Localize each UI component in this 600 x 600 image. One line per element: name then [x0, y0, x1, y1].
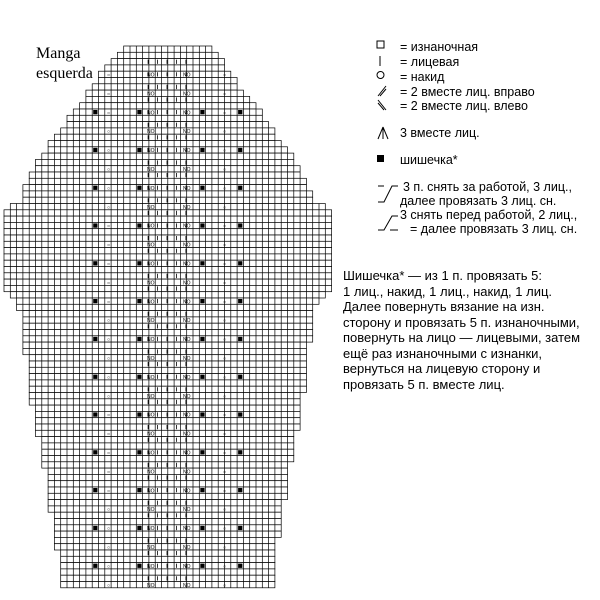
bobble-mark	[238, 488, 242, 492]
bobble-mark	[93, 299, 97, 303]
lace-no-mark: NO	[183, 223, 191, 230]
lace-no-mark: NO	[183, 393, 191, 400]
bobble-mark	[93, 564, 97, 568]
yarn-over-mark: ○	[223, 582, 227, 589]
legend-yarn-over-label: = накид	[400, 70, 445, 84]
bobble-mark	[200, 375, 204, 379]
yarn-over-mark: ○	[223, 299, 227, 306]
legend-k3tog-label: 3 вместе лиц.	[400, 126, 480, 140]
chart-row	[42, 462, 288, 468]
cable-front-line-2: = далее провязать 3 лиц. сн.	[410, 222, 578, 236]
chart-row	[48, 506, 281, 512]
yarn-over-mark: ○	[107, 337, 111, 344]
legend-k2tog-left	[376, 99, 528, 113]
yarn-over-mark: ○	[223, 280, 227, 287]
yarn-over-mark: ○	[107, 563, 111, 570]
lace-no-mark: NO	[147, 167, 155, 173]
lace-no-mark: NO	[147, 374, 155, 381]
bobble-mark	[137, 261, 141, 265]
yarn-over-mark: ○	[223, 526, 227, 533]
bobble-mark	[137, 526, 141, 530]
bobble-mark	[200, 261, 204, 265]
lace-no-mark: NO	[147, 469, 155, 476]
bobble-mark	[137, 110, 141, 114]
lace-no-mark: NO	[147, 299, 155, 306]
cable-front-line-1: 3 снять перед работой, 2 лиц.,	[400, 208, 578, 222]
yarn-over-mark: ○	[107, 261, 111, 268]
yarn-over-mark: ○	[223, 72, 227, 79]
bobble-mark	[137, 148, 141, 152]
yarn-over-mark: ○	[107, 185, 111, 192]
bobble-mark	[238, 337, 242, 341]
chart-row	[29, 399, 300, 405]
lace-no-mark: NO	[183, 412, 191, 419]
legend-knit-label: = лицевая	[400, 55, 460, 69]
chart-row	[29, 393, 300, 399]
yarn-over-mark: ○	[223, 356, 227, 362]
bobble-mark	[137, 564, 141, 568]
yarn-over-mark: ○	[107, 148, 111, 155]
legend-k2tog-right	[376, 85, 535, 99]
yarn-over-mark: ○	[223, 318, 227, 325]
yarn-over-mark: ○	[223, 337, 227, 344]
yarn-over-mark: ○	[107, 545, 111, 551]
bobble-mark	[238, 223, 242, 227]
legend-cable-front	[376, 208, 577, 236]
chart-row	[67, 115, 262, 121]
yarn-over-mark: ○	[223, 261, 227, 268]
yarn-over-mark: ○	[107, 318, 111, 325]
footnote-line: Далее повернуть вязание на изн.	[343, 299, 545, 314]
cable-back-line-2: далее провязать 3 лиц. сн.	[400, 194, 557, 208]
lace-no-mark: NO	[147, 223, 155, 230]
lace-no-mark: NO	[183, 185, 191, 192]
lace-no-mark: NO	[183, 337, 191, 344]
footnote-line: сторону и провязать 5 п. изнаночными,	[343, 314, 580, 330]
chart-row	[23, 348, 307, 354]
bobble-mark	[238, 261, 242, 265]
footnote-line: 1 лиц., накид, 1 лиц., накид, 1 лиц.	[343, 283, 553, 299]
yarn-over-mark: ○	[107, 280, 111, 287]
lace-no-mark: NO	[183, 299, 191, 306]
bobble-mark	[137, 223, 141, 227]
bobble-square-icon	[376, 153, 400, 163]
lace-no-mark: NO	[183, 91, 191, 98]
lace-no-mark: NO	[183, 545, 191, 551]
chart-row	[92, 84, 237, 90]
yarn-over-mark: ○	[107, 507, 111, 514]
bobble-mark	[137, 299, 141, 303]
lace-no-mark: NO	[147, 204, 155, 211]
lace-no-mark: NO	[147, 91, 155, 98]
chart-row	[54, 544, 275, 550]
lace-no-mark: NO	[147, 129, 155, 136]
lace-no-mark: NO	[147, 393, 155, 400]
lace-no-mark: NO	[183, 526, 191, 533]
bobble-mark	[200, 450, 204, 454]
lace-no-mark: NO	[147, 185, 155, 192]
chart-row	[105, 65, 225, 71]
lace-no-mark: NO	[183, 110, 191, 117]
yarn-over-mark: ○	[223, 204, 227, 211]
yarn-over-mark: ○	[107, 91, 111, 98]
bobble-mark	[93, 450, 97, 454]
bobble-mark	[238, 110, 242, 114]
legend-yarn-over	[376, 70, 444, 84]
yarn-over-mark: ○	[107, 526, 111, 533]
bobble-mark	[238, 186, 242, 190]
lace-no-mark: NO	[183, 374, 191, 381]
lace-no-mark: NO	[183, 204, 191, 211]
legend-bobble-label: шишечка*	[400, 153, 458, 167]
bobble-mark	[200, 337, 204, 341]
yarn-over-mark: ○	[107, 393, 111, 400]
bobble-mark	[238, 564, 242, 568]
lace-no-mark: NO	[147, 582, 155, 589]
bobble-footnote	[343, 268, 599, 392]
k2tog-right-icon	[376, 85, 400, 97]
bobble-mark	[238, 526, 242, 530]
bobble-mark	[137, 186, 141, 190]
lace-no-mark: NO	[147, 356, 155, 362]
chart-row	[48, 500, 281, 506]
lace-no-mark: NO	[147, 545, 155, 551]
lace-no-mark: NO	[183, 488, 191, 495]
bobble-mark	[238, 299, 242, 303]
knit-bar-icon	[376, 55, 400, 67]
lace-no-mark: NO	[183, 280, 191, 287]
purl-square-icon	[376, 40, 400, 50]
yarn-over-mark: ○	[223, 431, 227, 438]
bobble-mark	[238, 412, 242, 416]
lace-no-mark: NO	[147, 412, 155, 419]
chart-row	[99, 71, 231, 77]
lace-no-mark: NO	[147, 110, 155, 117]
yarn-over-mark: ○	[223, 185, 227, 192]
yarn-over-mark: ○	[107, 469, 111, 476]
lace-no-mark: NO	[183, 167, 191, 173]
bobble-mark	[137, 375, 141, 379]
lace-no-mark: NO	[183, 148, 191, 155]
footnote-line: повернуть на лицо — лицевыми, затем	[343, 330, 581, 345]
chart-row	[23, 342, 307, 348]
bobble-mark	[238, 450, 242, 454]
bobble-mark	[93, 488, 97, 492]
yarn-over-mark: ○	[223, 488, 227, 495]
lace-no-mark: NO	[147, 431, 155, 438]
chart-row	[54, 134, 275, 140]
bobble-mark	[93, 375, 97, 379]
yarn-over-mark: ○	[107, 374, 111, 381]
lace-no-mark: NO	[183, 507, 191, 514]
lace-no-mark: NO	[147, 507, 155, 514]
lace-no-mark: NO	[147, 280, 155, 287]
yarn-over-mark: ○	[107, 582, 111, 589]
yarn-over-mark: ○	[107, 431, 111, 438]
yarn-over-circle-icon	[376, 70, 400, 80]
cable-back-icon	[376, 180, 400, 206]
yarn-over-mark: ○	[223, 91, 227, 98]
lace-no-mark: NO	[147, 526, 155, 533]
lace-no-mark: NO	[183, 469, 191, 476]
lace-no-mark: NO	[183, 261, 191, 268]
yarn-over-mark: ○	[223, 393, 227, 400]
yarn-over-mark: ○	[223, 374, 227, 381]
lace-no-mark: NO	[183, 582, 191, 589]
yarn-over-mark: ○	[223, 167, 227, 173]
lace-no-mark: NO	[147, 261, 155, 268]
bobble-mark	[93, 223, 97, 227]
yarn-over-mark: ○	[107, 204, 111, 211]
bobble-mark	[200, 186, 204, 190]
bobble-mark	[93, 412, 97, 416]
yarn-over-mark: ○	[223, 545, 227, 551]
bobble-mark	[200, 299, 204, 303]
lace-no-mark: NO	[147, 318, 155, 325]
yarn-over-mark: ○	[107, 412, 111, 419]
lace-no-mark: NO	[147, 488, 155, 495]
lace-no-mark: NO	[183, 318, 191, 325]
yarn-over-mark: ○	[107, 72, 111, 79]
lace-no-mark: NO	[147, 450, 155, 457]
yarn-over-mark: ○	[223, 507, 227, 514]
bobble-mark	[200, 223, 204, 227]
lace-no-mark: NO	[147, 563, 155, 570]
chart-row	[54, 537, 275, 543]
bobble-mark	[93, 148, 97, 152]
legend-purl	[376, 40, 478, 54]
footnote-line: ещё раз изнаночными с изнанки,	[343, 345, 542, 361]
lace-no-mark: NO	[183, 431, 191, 438]
lace-no-mark: NO	[183, 450, 191, 457]
bobble-mark	[200, 564, 204, 568]
yarn-over-mark: ○	[223, 563, 227, 570]
legend-k3tog	[376, 126, 480, 140]
legend-purl-label: = изнаночная	[400, 40, 479, 54]
footnote-line: Шишечка* — из 1 п. провязать 5:	[343, 268, 542, 283]
bobble-mark	[137, 412, 141, 416]
yarn-over-mark: ○	[223, 242, 227, 249]
footnote-line: вернуться на лицевую сторону и	[343, 361, 541, 376]
legend-knit	[376, 55, 459, 69]
yarn-over-mark: ○	[107, 450, 111, 457]
yarn-over-mark: ○	[223, 148, 227, 155]
lace-no-mark: NO	[147, 337, 155, 344]
bobble-mark	[200, 526, 204, 530]
lace-no-mark: NO	[147, 148, 155, 155]
yarn-over-mark: ○	[223, 412, 227, 419]
chart-row	[48, 141, 281, 147]
yarn-over-mark: ○	[107, 129, 111, 136]
chart-row	[36, 159, 294, 165]
k2tog-left-icon	[376, 99, 400, 111]
lace-no-mark: NO	[183, 356, 191, 362]
bobble-mark	[238, 148, 242, 152]
yarn-over-mark: ○	[107, 223, 111, 230]
yarn-over-mark: ○	[107, 356, 111, 362]
legend-cable-back	[376, 180, 572, 208]
yarn-over-mark: ○	[107, 167, 111, 173]
legend-k2tog-right-label: = 2 вместе лиц. вправо	[400, 85, 535, 99]
yarn-over-mark: ○	[107, 488, 111, 495]
bobble-mark	[93, 337, 97, 341]
yarn-over-mark: ○	[223, 129, 227, 136]
bobble-mark	[137, 450, 141, 454]
bobble-mark	[93, 110, 97, 114]
legend-bobble	[376, 153, 458, 167]
bobble-mark	[200, 148, 204, 152]
lace-no-mark: NO	[183, 563, 191, 570]
lace-no-mark: NO	[183, 72, 191, 79]
k3tog-icon	[376, 126, 400, 140]
title-line-1: Manga	[36, 45, 81, 62]
bobble-mark	[93, 261, 97, 265]
cable-back-line-1: 3 п. снять за работой, 3 лиц.,	[403, 180, 572, 194]
chart-row	[23, 185, 307, 191]
yarn-over-mark: ○	[107, 242, 111, 249]
bobble-mark	[200, 110, 204, 114]
chart-cells	[4, 46, 332, 588]
bobble-mark	[93, 186, 97, 190]
legend-k2tog-left-label: = 2 вместе лиц. влево	[400, 99, 528, 113]
chart-row	[29, 172, 300, 178]
yarn-over-mark: ○	[107, 299, 111, 306]
lace-no-mark: NO	[147, 72, 155, 79]
lace-no-mark: NO	[183, 129, 191, 136]
bobble-mark	[93, 526, 97, 530]
yarn-over-mark: ○	[107, 110, 111, 117]
yarn-over-mark: ○	[223, 110, 227, 117]
legend-cable-back-text	[400, 180, 572, 208]
legend-cable-front-text	[400, 208, 577, 236]
lace-no-mark: NO	[183, 242, 191, 249]
bobble-mark	[200, 488, 204, 492]
footnote-line: провязать 5 п. вместе лиц.	[343, 376, 505, 392]
bobble-mark	[200, 412, 204, 416]
bobble-mark	[238, 375, 242, 379]
bobble-mark	[137, 488, 141, 492]
chart-row	[36, 430, 294, 436]
title-line-2: esquerda	[36, 65, 93, 82]
bobble-mark	[137, 337, 141, 341]
lace-no-mark: NO	[147, 242, 155, 249]
yarn-over-mark: ○	[223, 469, 227, 476]
yarn-over-mark: ○	[223, 450, 227, 457]
yarn-over-mark: ○	[223, 223, 227, 230]
cable-front-icon	[376, 208, 400, 236]
